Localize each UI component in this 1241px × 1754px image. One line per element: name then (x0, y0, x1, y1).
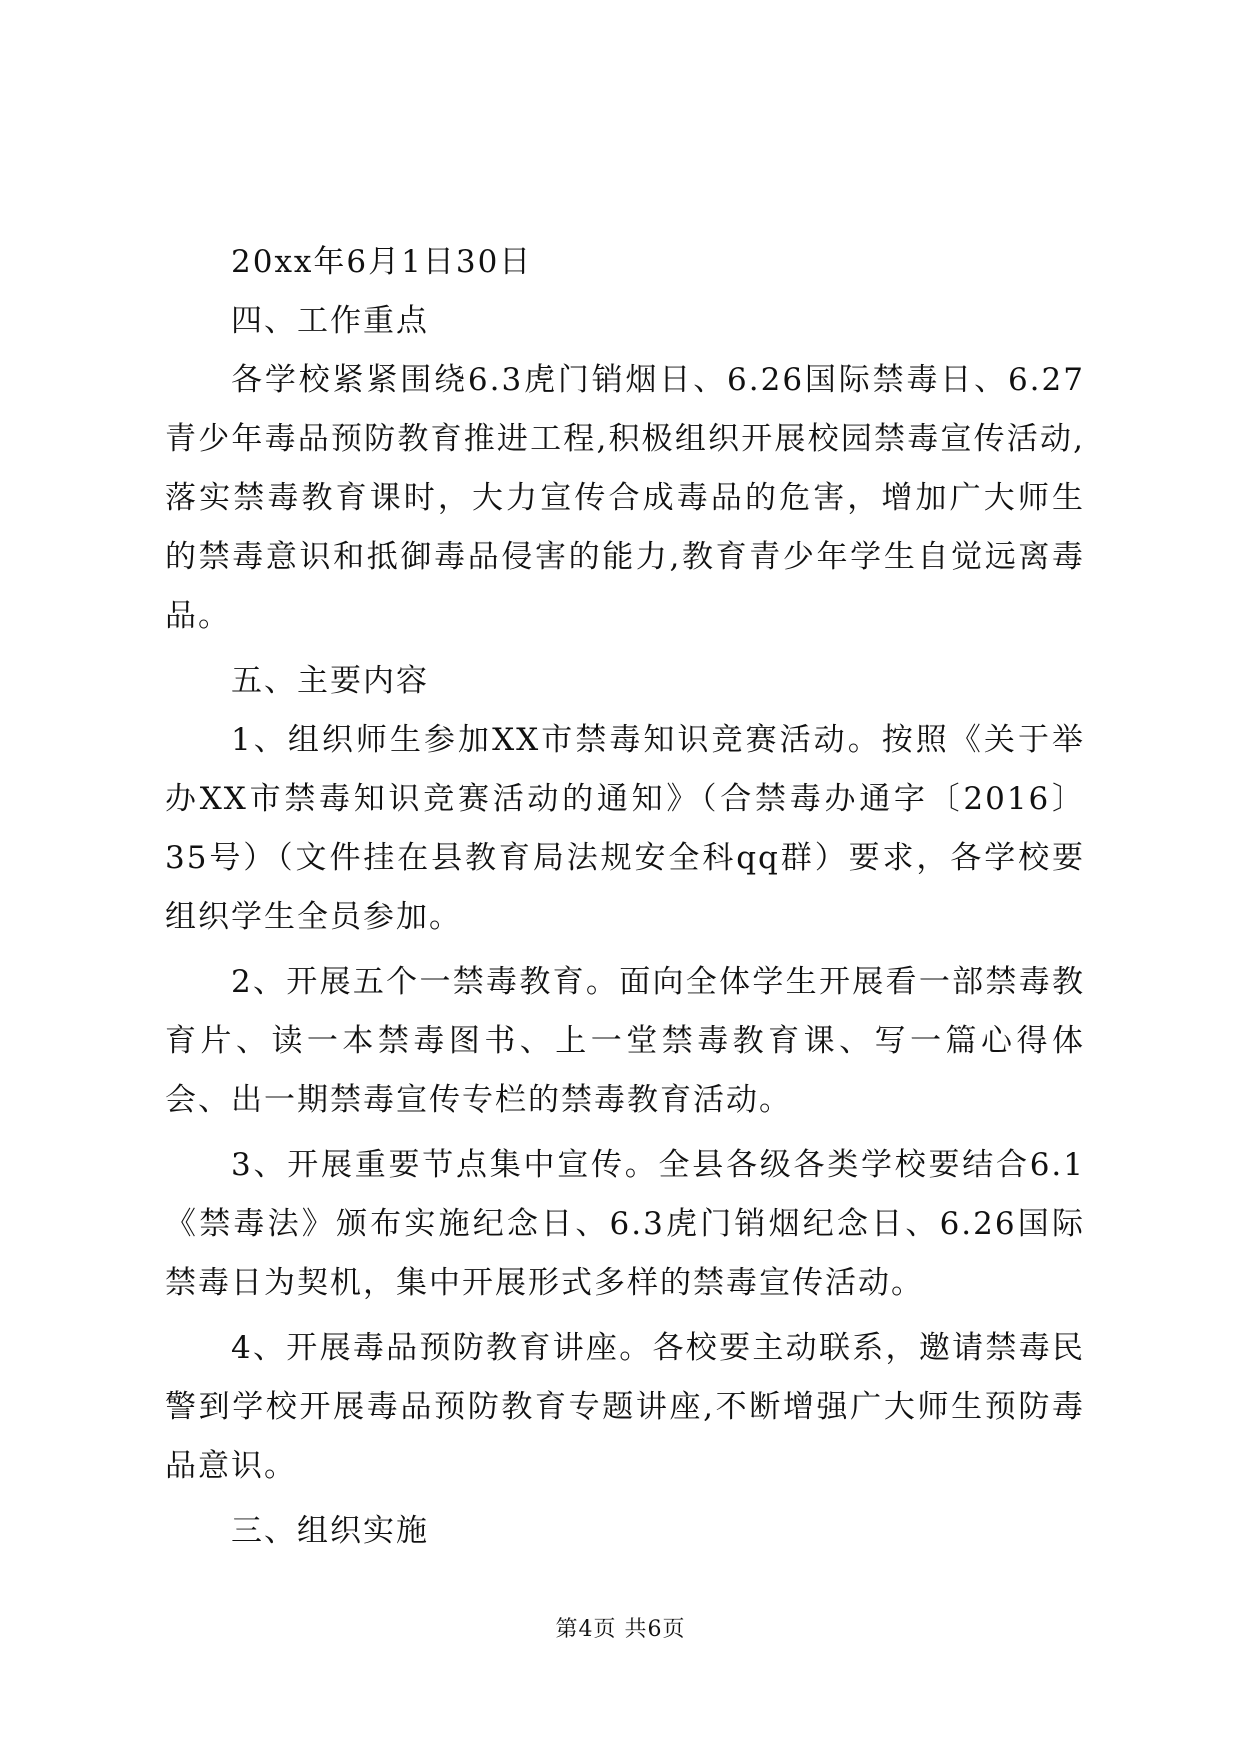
content-item-2: 2、开展五个一禁毒教育。面向全体学生开展看一部禁毒教育片、读一本禁毒图书、上一堂禁毒教育课、写一篇心得体会、出一期禁毒宣传专栏的禁毒教育活动。 (165, 964, 1085, 1118)
section-heading-work-focus: 四、工作重点 (231, 303, 429, 339)
work-focus-paragraph: 各学校紧紧围绕6.3虎门销烟日、6.26国际禁毒日、6.27青少年毒品预防教育推进工程,积极组织开展校园禁毒宣传活动,落实禁毒教育课时，大力宣传合成毒品的危害，增加广大师生的禁毒意识和抵御毒品侵害的能力,教育青少年学生自觉远离毒品。 (165, 362, 1085, 634)
section-heading-implementation: 三、组织实施 (231, 1513, 429, 1549)
content-item-4: 4、开展毒品预防教育讲座。各校要主动联系，邀请禁毒民警到学校开展毒品预防教育专题讲座,不断增强广大师生预防毒品意识。 (165, 1330, 1085, 1484)
document-body (165, 233, 1085, 1561)
content-item-1: 1、组织师生参加XX市禁毒知识竞赛活动。按照《关于举办XX市禁毒知识竞赛活动的通知》（合禁毒办通字〔2016〕35号）（文件挂在县教育局法规安全科qq群）要求，各学校要组织学生全员参加。 (165, 722, 1085, 935)
content-item-3: 3、开展重要节点集中宣传。全县各级各类学校要结合6.1《禁毒法》颁布实施纪念日、6.3虎门销烟纪念日、6.26国际禁毒日为契机，集中开展形式多样的禁毒宣传活动。 (165, 1147, 1085, 1301)
section-heading-main-content: 五、主要内容 (231, 663, 429, 699)
page-number-footer: 第4页 共6页 (555, 1617, 686, 1642)
date-line: 20xx年6月1日30日 (231, 244, 533, 280)
